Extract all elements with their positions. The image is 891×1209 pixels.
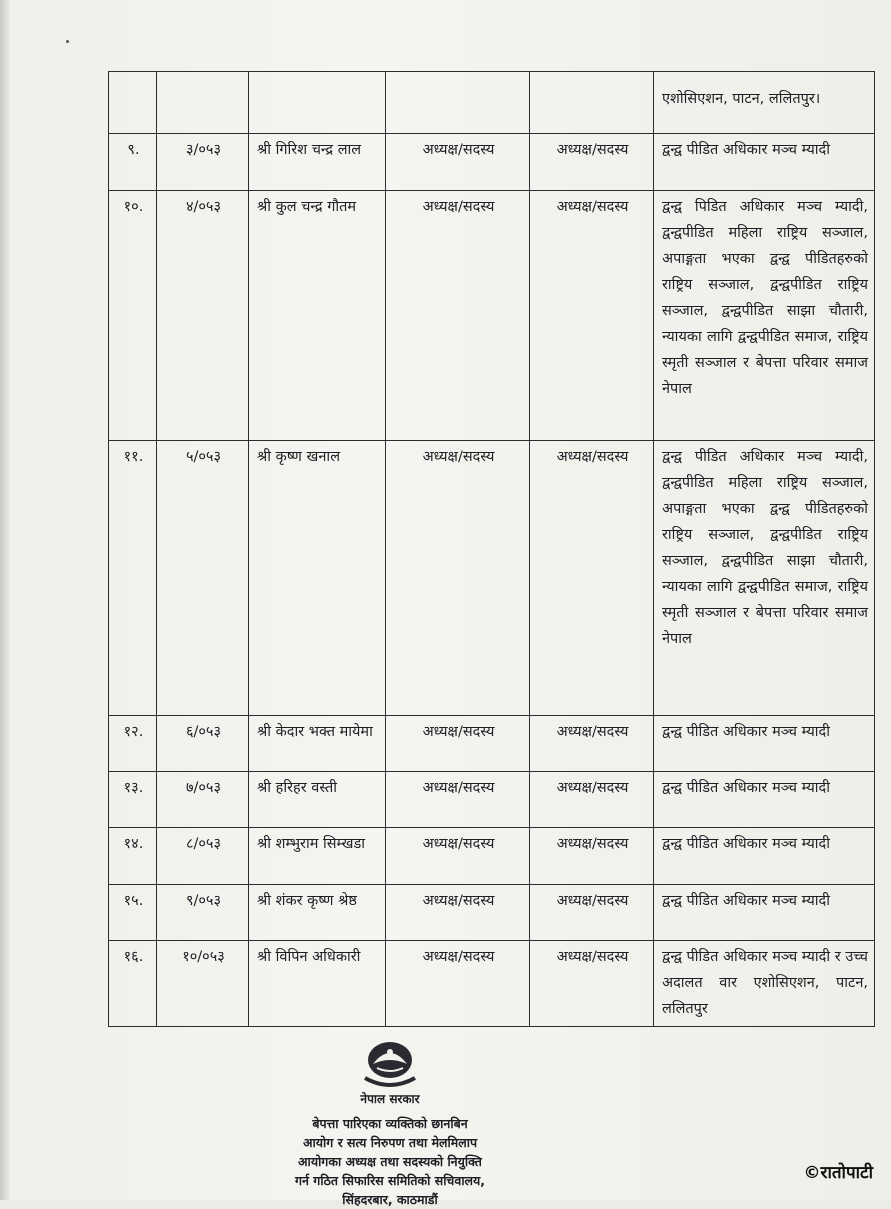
code-cell: १०/०५३ [157, 941, 249, 1027]
proposed-post-cell: अध्यक्ष/सदस्य [386, 191, 530, 441]
proposed-post-cell: अध्यक्ष/सदस्य [386, 134, 530, 191]
code-cell: ८/०५३ [157, 828, 249, 885]
code-cell: ५/०५३ [157, 441, 249, 716]
table-row [109, 72, 875, 134]
name-cell: श्री शंकर कृष्ण श्रेष्ठ [249, 885, 386, 941]
table-row [109, 885, 875, 941]
office-line: बेपत्ता पारिएका व्यक्तिको छानबिन [312, 1116, 468, 1131]
organization-cell: द्वन्द्व पीडित अधिकार मञ्च म्यादी र उच्च अदालत वार एशोसिएशन, पाटन, ललितपुर [654, 941, 875, 1027]
proposed-post-cell: अध्यक्ष/सदस्य [386, 772, 530, 828]
eligible-post-cell: अध्यक्ष/सदस्य [530, 828, 654, 885]
serial-cell: १२. [109, 716, 157, 772]
proposed-post-cell: अध्यक्ष/सदस्य [386, 885, 530, 941]
table-row [109, 191, 875, 441]
organization-cell: द्वन्द्व पीडित अधिकार मञ्च म्यादी [654, 716, 875, 772]
eligible-post-cell: अध्यक्ष/सदस्य [530, 441, 654, 716]
organization-cell: द्वन्द्व पीडित अधिकार मञ्च म्यादी [654, 885, 875, 941]
eligible-post-cell: अध्यक्ष/सदस्य [530, 941, 654, 1027]
proposed-post-cell: अध्यक्ष/सदस्य [386, 716, 530, 772]
table-row [109, 441, 875, 716]
eligible-post-cell: अध्यक्ष/सदस्य [530, 885, 654, 941]
organization-cell: द्वन्द्व पीडित अधिकार मञ्च म्यादी [654, 134, 875, 191]
organization-cell: द्वन्द्व पीडित अधिकार मञ्च म्यादी, द्वन्द्वपीडित महिला राष्ट्रिय सञ्जाल, अपाङ्गता भएका द्वन्द्व पीडितहरुको राष्ट्रिय सञ्जाल, द्वन्द्वपीडित राष्ट्रिय सञ्जाल, द्वन्द्वपीडित साझा चौतारी, न्यायका लागि द्वन्द्वपीडित समाज, राष्ट्रिय स्मृती सञ्जाल र बेपत्ता परिवार समाज नेपाल [654, 441, 875, 716]
eligible-post-cell: अध्यक्ष/सदस्य [530, 191, 654, 441]
code-cell [157, 72, 249, 134]
name-cell: श्री हरिहर वस्ती [249, 772, 386, 828]
proposed-post-cell: अध्यक्ष/सदस्य [386, 941, 530, 1027]
eligible-post-cell: अध्यक्ष/सदस्य [530, 772, 654, 828]
government-label: नेपाल सरकार [360, 1092, 420, 1106]
nominee-table [108, 71, 875, 1027]
watermark-copyright: ©रातोपाटी [803, 1163, 873, 1183]
table-row [109, 134, 875, 191]
eligible-post-cell: अध्यक्ष/सदस्य [530, 716, 654, 772]
table-row [109, 828, 875, 885]
code-cell: ६/०५३ [157, 716, 249, 772]
serial-cell: ११. [109, 441, 157, 716]
table-row [109, 941, 875, 1027]
table-row [109, 772, 875, 828]
nepal-emblem-icon [357, 1034, 423, 1090]
office-stamp [260, 1034, 520, 1209]
office-line: आयोग र सत्य निरुपण तथा मेलमिलाप [302, 1135, 478, 1150]
code-cell: ४/०५३ [157, 191, 249, 441]
name-cell [249, 72, 386, 134]
table-row [109, 716, 875, 772]
eligible-post-cell: अध्यक्ष/सदस्य [530, 134, 654, 191]
office-line: आयोगका अध्यक्ष तथा सदस्यको नियुक्ति [298, 1154, 482, 1169]
name-cell: श्री केदार भक्त मायेमा [249, 716, 386, 772]
organization-cell: एशोसिएशन, पाटन, ललितपुर। [654, 72, 875, 134]
serial-cell: १६. [109, 941, 157, 1027]
serial-cell [109, 72, 157, 134]
office-address [260, 1114, 520, 1209]
code-cell: ३/०५३ [157, 134, 249, 191]
organization-cell: द्वन्द्व पिडित अधिकार मञ्च म्यादी, द्वन्द्वपीडित महिला राष्ट्रिय सञ्जाल, अपाङ्गता भएका द्वन्द्व पीडितहरुको राष्ट्रिय सञ्जाल, द्वन्द्वपीडित राष्ट्रिय सञ्जाल, द्वन्द्वपीडित साझा चौतारी, न्यायका लागि द्वन्द्वपीडित समाज, राष्ट्रिय स्मृती सञ्जाल र बेपत्ता परिवार समाज नेपाल [654, 191, 875, 441]
page-edge-shadow [0, 0, 10, 1200]
proposed-post-cell: अध्यक्ष/सदस्य [386, 828, 530, 885]
organization-cell: द्वन्द्व पीडित अधिकार मञ्च म्यादी [654, 772, 875, 828]
name-cell: श्री गिरिश चन्द्र लाल [249, 134, 386, 191]
office-line: गर्न गठित सिफारिस समितिको सचिवालय, [294, 1173, 486, 1188]
proposed-post-cell: अध्यक्ष/सदस्य [386, 441, 530, 716]
eligible-post-cell [530, 72, 654, 134]
serial-cell: ९. [109, 134, 157, 191]
code-cell: ७/०५३ [157, 772, 249, 828]
name-cell: श्री विपिन अधिकारी [249, 941, 386, 1027]
serial-cell: १५. [109, 885, 157, 941]
name-cell: श्री कुल चन्द्र गौतम [249, 191, 386, 441]
office-line: सिंहदरबार, काठमाडौं [342, 1192, 438, 1207]
serial-cell: १०. [109, 191, 157, 441]
organization-cell: द्वन्द्व पीडित अधिकार मञ्च म्यादी [654, 828, 875, 885]
code-cell: ९/०५३ [157, 885, 249, 941]
proposed-post-cell [386, 72, 530, 134]
scan-speck [66, 40, 69, 43]
serial-cell: १४. [109, 828, 157, 885]
serial-cell: १३. [109, 772, 157, 828]
name-cell: श्री शम्भुराम सिम्खडा [249, 828, 386, 885]
name-cell: श्री कृष्ण खनाल [249, 441, 386, 716]
